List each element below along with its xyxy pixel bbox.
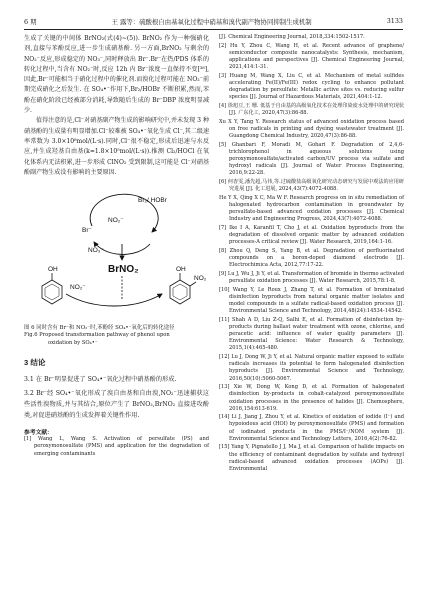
label-no2-minus-top: NO₂⁻ xyxy=(108,217,124,225)
label-no2-substituent: NO₂ xyxy=(194,275,207,283)
header-rule xyxy=(24,29,403,30)
reference-item: [12] Lu J, Dong W, Ji Y, et al. Natural organic matter exposed to sulfate radicals increases its potential to form halogenated disinfection byproducts [J]. Environmental Science and Technology, 2016,50(10):5060-5067. xyxy=(219,354,404,382)
reference-item: He Y X, Qing X C, Ma W F. Research progress on in situ remediation of halogenated hydrocarbon contamination in groundwater by persulfate-based advanced oxidation processes [J]. Chemical Industry and Engineering Progress, 2024,43(7):4072-4088. xyxy=(219,194,404,223)
label-br-minus: Br⁻ xyxy=(82,227,92,235)
reference-item: Xu X Y, Tang Y. Research status of advanced oxidation process based on free radicals in printing and dyeing wastewater treatment [J]. Guangdong Chemical Industry, 2020,47(3):86-88. xyxy=(219,118,404,140)
reference-item: [8] Zhou Q, Deng S, Yang B, et al. Degradation of perfluorinated compounds on a boron-doped diamond electrode [J]. Electrochimica Acta, 2012,77:17-22. xyxy=(219,247,404,269)
label-oh-phenol: OH xyxy=(48,266,58,274)
figure-6 xyxy=(24,182,209,322)
reference-item: [4] 徐旭豆,王 珊. 低基于自由基的高级氧化技术在处理印染废水处理中的研究现状 [J]. 广东化工, 2020,47(3):86-88. xyxy=(219,102,404,117)
figure-caption-zh: 图 6 同时含有 Br⁻和 NO₂⁻时,苯酚经 SO₄•⁻氧化后的转化途径 xyxy=(24,325,175,332)
page-number: 3133 xyxy=(386,17,403,25)
reference-item: [3] Huang M, Wang X, Liu C, et al. Mechanism of metal sulfides accelerating Fe(II)/Fe(III) redox cycling to enhance pollutant degradation by persulfate: Metallic active sites vs. reducing sulfur species [J]. Journal of Hazardous Materials, 2021,404:1-12. xyxy=(219,72,404,101)
reference-item: [14] Li J, Jiang J, Zhou Y, et al. Kinetics of oxidation of iodide (I⁻) and hypoiodous acid (HOI) by peroxymonosulfate (PMS) and formation of iodinated products in the PMS/I⁻/NOM system [J]. Environmental Science and Technology Letters, 2016,4(2):76-82. xyxy=(219,414,404,442)
reference-item: [7] Ike I A, Karanfil T, Cho J, et al. Oxidation byproducts from the degradation of dissolved organic matter by advanced oxidation processes-A critical review [J]. Water Research, 2019,164:1-16. xyxy=(219,224,404,246)
body-paragraph: 生成了关键的中间体 BrNO₂(式(4)~(5)). BrNO₂ 作为一种强硝化剂,直接与苯酚反应,进一步生成硝基酚. 另一方面,BrNO₂ 与剩余的 NO₂⁻反应,形成稳定的 NO₃⁻,同时释放出 Br⁻.Br⁻在热/PDS 体系的转化过程中,当含有 NO₂⁻时,反应 12h 内 Br⁻浓度一直保持不变[³⁸],因此,Br⁻可能相当于硝化过程中的催化剂.而溴化过程可能在 NO₂⁻前期完成硝化之后发生. 在 SO₄•⁻作用下,Br₂/HOBr 不断积累,然而,苯酚在硝化阶段已经被部分消耗,导致随后生成的 Br⁻DBP 浓度明显减少. xyxy=(24,35,209,115)
nitration-arrow xyxy=(66,294,162,306)
reference-item: [15] Yang Y, Pignatello J J, Ma J, et al. Comparison of halide impacts on the efficiency of contaminant degradation by sulfate and hydroxyl radical-based advanced oxidation processes (AOPs) [J]. Environmental xyxy=(219,444,404,472)
reference-item: [J]. Chemical Engineering Journal, 2018,334:1502-1517. xyxy=(219,34,365,40)
reference-item: [5] Ghanbari F, Moradi M, Gohari F. Degradation of 2,4,6-trichlorophenol in aqueous solutions using peroxymonosulfate/activated carbon/UV process via sulfate and hydroxyl radicals [J]. Journal of Water Process Engineering, 2016,9:22-28. xyxy=(219,141,404,177)
figure-caption-en xyxy=(24,332,209,347)
nitrophenol-structure xyxy=(170,273,196,304)
label-oh-nitrophenol: OH xyxy=(176,266,186,274)
body-paragraph: 值得注意的是,Cl⁻对硝基副产物生成的影响研究中,并未发现 3 种硝基酚的生成量有明显增加.Cl⁻较难被 SO₄•⁻氧化生成 Cl⁻,其二级速率常数为 3.0×10⁸mol/(L·s).同时,Cl⁻很不稳定,形成后迅速与水反应,并生成羟基自由基(k=1.8×10⁵mol/(L·s)).推测 Cl₂/HOCl 在氧化体系内无法积累,进一步形成 ClNO₂ 受到限制,这可能是 Cl⁻对硝基酚副产物生成没有影响的主要原因. xyxy=(24,117,209,176)
reference-item: [6] 何杳雯,潘先超,马伟,等.过硫酸盐高级氧化研究动态研究与发展中观法的应用研究进展 [J]. 化工进展, 2024,43(7):4072-4088. xyxy=(219,178,404,193)
pathway-diagram xyxy=(24,182,209,322)
conclusion-item: 3.2 Br⁻经 SO₄•⁻氧化形成了溴自由基和自由溴,NO₂⁻迅速捕获这些活性溴物质,并与其结合,原位产生了 BrNO₂,BrNO₂ 直接进攻酚类,对促进硝基酚的生成发挥着关键性作用. xyxy=(24,390,209,420)
reference-item: [2] Hu Y, Zhou C, Wang H, et al. Recent advance of graphene/ semiconductor composite nanocatalysts: Synthesis, mechanism, applications and perspectives [J]. Chemical Engineering Journal, 2021,414:1-31. xyxy=(219,42,404,71)
label-no2-minus-bottom: NO₂⁻ xyxy=(70,284,86,292)
label-br2-hobr: Br₂/ HOBr xyxy=(138,197,167,205)
reference-item: [1] Wang L, Wang S. Activation of persulfate (PS) and peroxymonosulfate (PMS) and application for the degradation of emerging contaminants xyxy=(24,436,209,457)
running-header xyxy=(24,14,403,28)
section-title-conclusion: 3 结论 xyxy=(24,358,46,368)
reference-item: [9] Lu J, Wu J, Ji Y, et al. Transformation of bromide in thermo activated persulfate oxidation processes [J]. Water Research, 2015,78:1-8. xyxy=(219,270,404,284)
reference-item: [13] Xie W, Dong W, Kong D, et al. Formation of halogenated disinfection by-products in cobalt-catalyzed peroxymonosulfate oxidation processes in the presence of halides [J]. Chemosphere, 2016,154:613-619. xyxy=(219,384,404,412)
reference-item: [10] Wang Y, Le Roux J, Zhang T, et al. Formation of brominated disinfection byproducts from natural organic matter isolates and model compounds in a sulfate radical-based oxidation process [J]. Environmental Science and Technology, 2014,48(24):14534-14542. xyxy=(219,286,404,315)
references-title: 参考文献: xyxy=(24,430,50,437)
running-title: 王 露等：硫酸根自由基氧化过程中硝基和溴代副产物协同抑制生成机制 xyxy=(111,17,312,26)
issue-number: 6 期 xyxy=(24,17,37,26)
figure-caption-en-line2: oxidation by SO₄•⁻ xyxy=(48,339,98,346)
conclusion-item: 3.1 在 Br⁻明显促进了 SO₄•⁻氧化过程中硝基酚的形成. xyxy=(24,376,177,384)
reference-item: [11] Shah A D, Liu Z-Q, Salhi E, et al. Formation of disinfection by-products during ballast water treatment with ozone, chlorine, and peracetic acid: influence of water quality parameters [J]. Environmental Science: Water Research & Technology, 2015,1(4):465-480. xyxy=(219,316,404,352)
left-column xyxy=(24,34,209,459)
right-column xyxy=(219,34,404,475)
phenol-structure xyxy=(42,273,62,304)
label-no3-minus: NO₃⁻ xyxy=(88,247,104,255)
figure-caption-en-line1: Fig.6 Proposed transformation pathway of phenol upon xyxy=(24,332,170,339)
label-brno2: BrNO₂ xyxy=(108,264,139,276)
